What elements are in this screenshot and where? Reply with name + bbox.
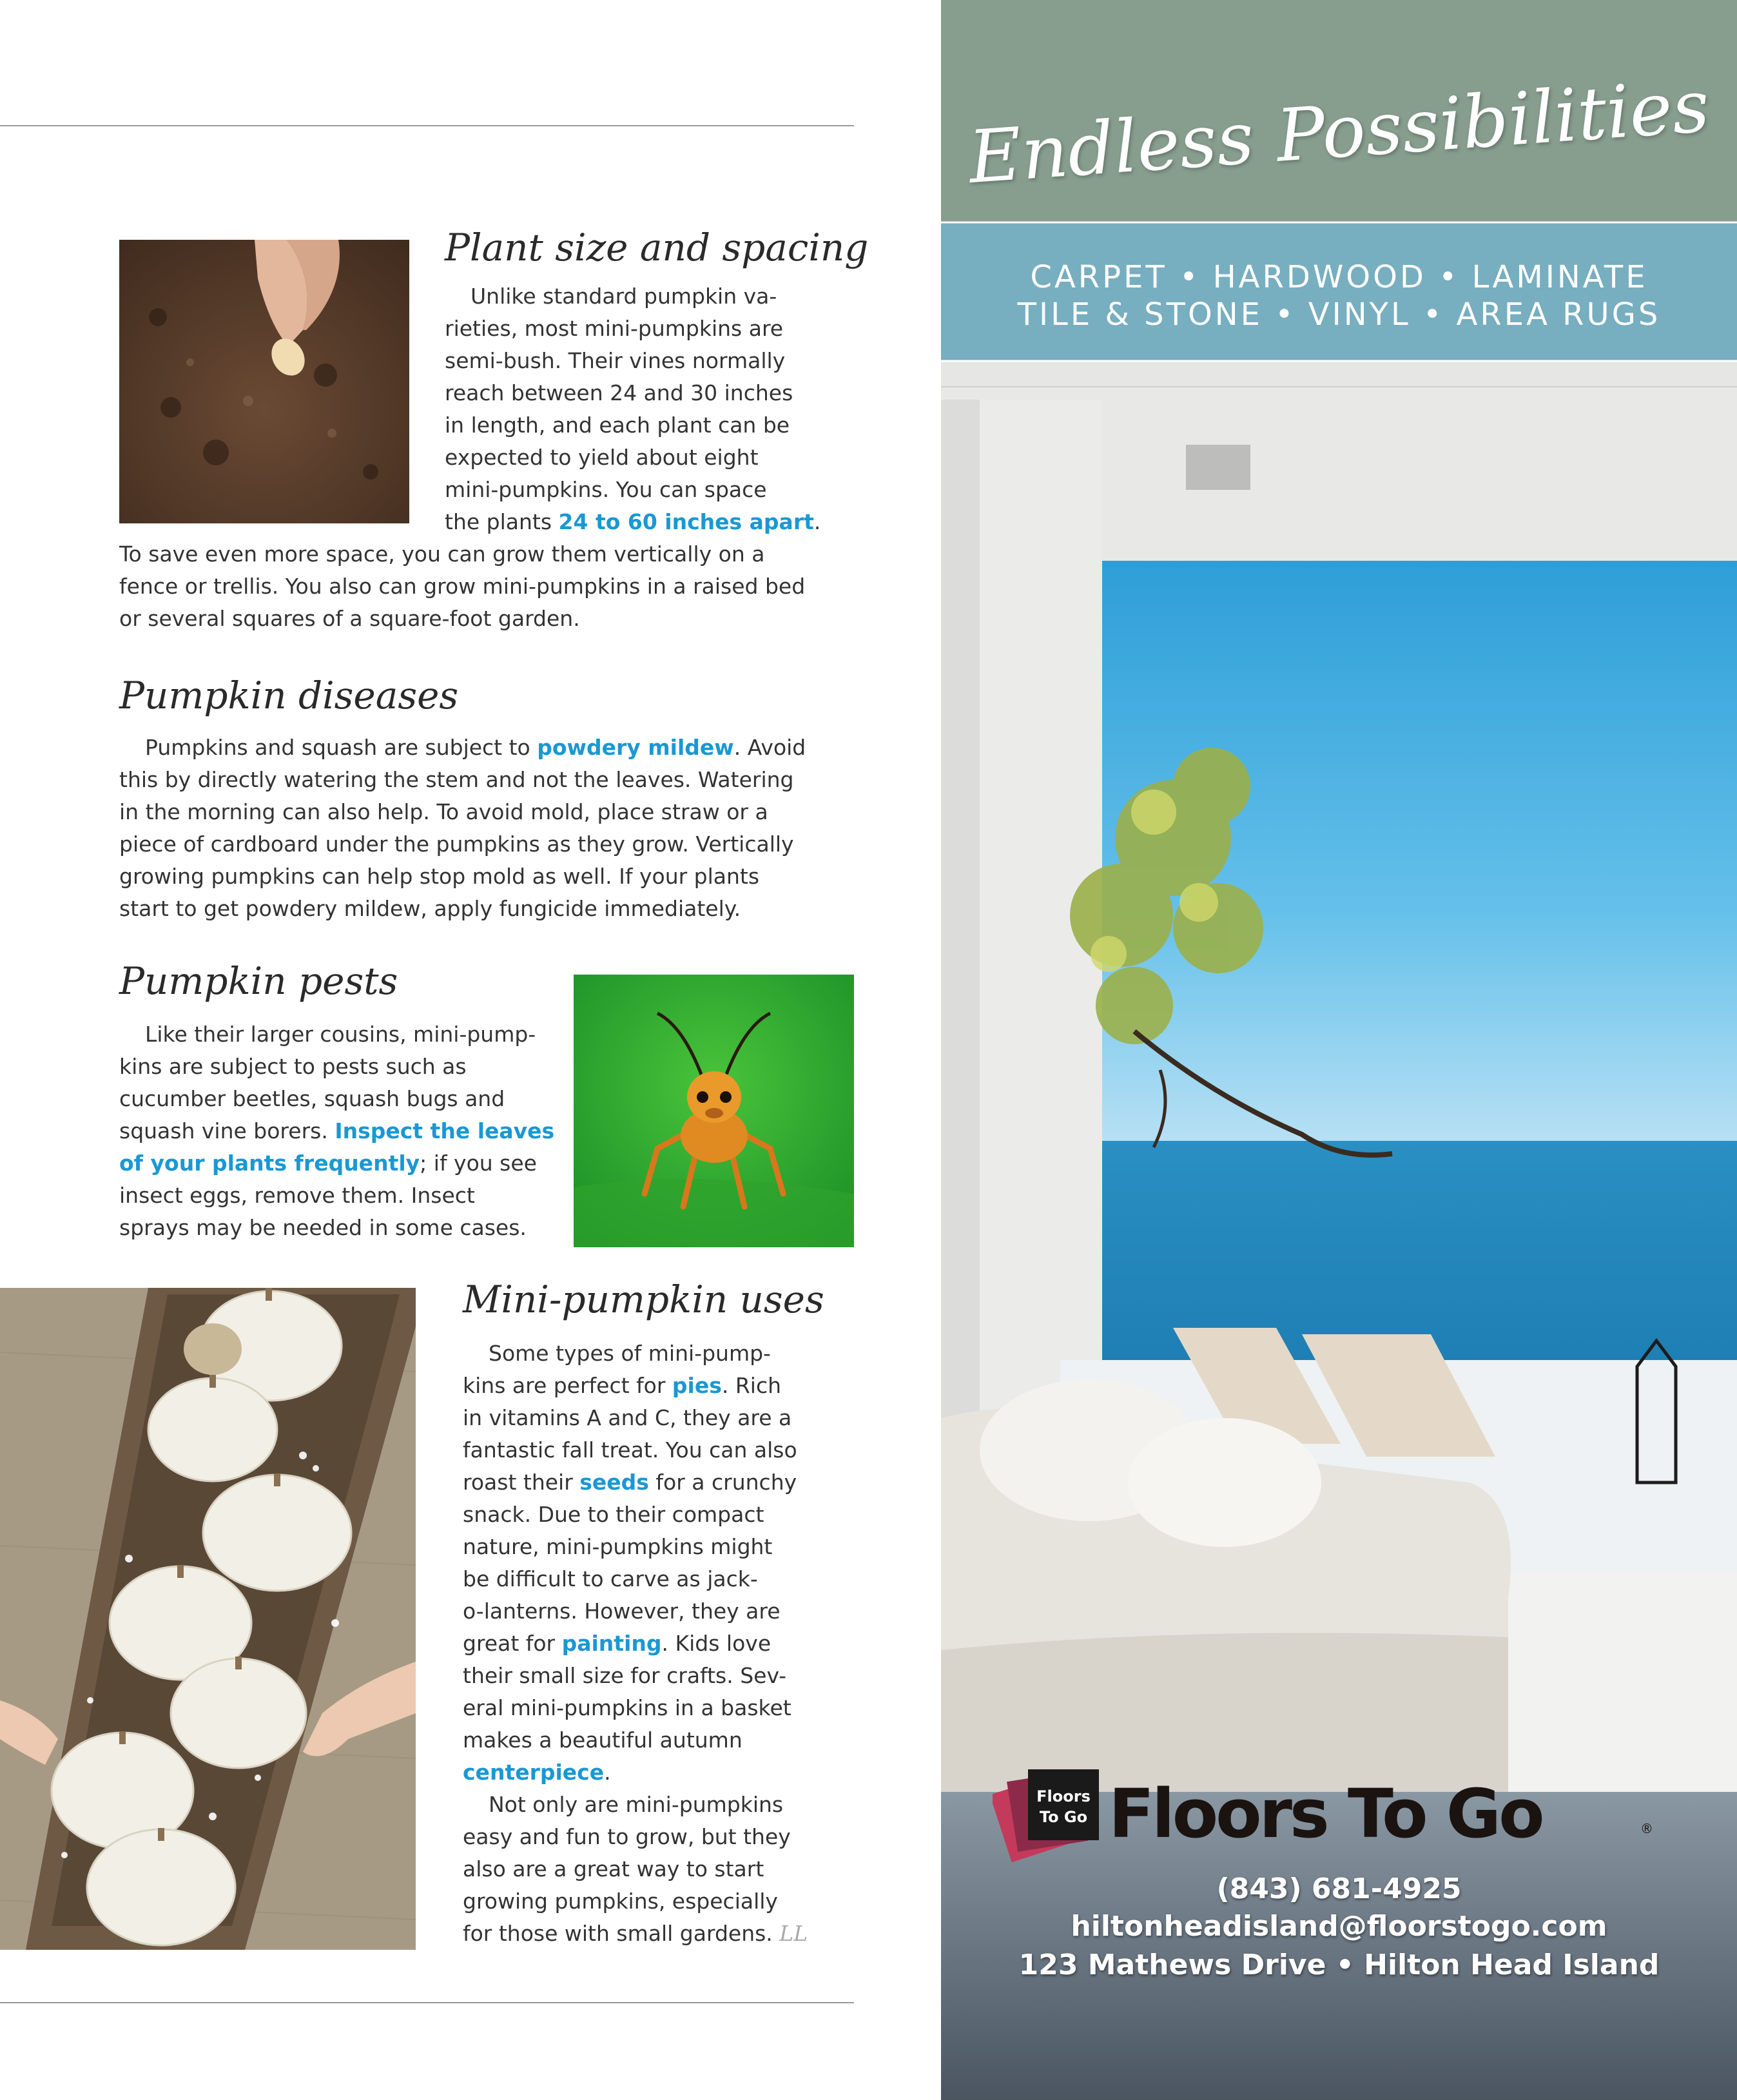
line-text: for a crunchy [648, 1470, 797, 1495]
line-text: easy and fun to grow, but they [463, 1824, 791, 1849]
line-text: in vitamins A and C, they are a [463, 1405, 792, 1430]
highlight-link[interactable]: of your plants frequently [119, 1151, 420, 1176]
section-heading: Pumpkin diseases [119, 674, 459, 717]
body-line [119, 1180, 554, 1212]
body-line [445, 409, 820, 442]
body-line [119, 570, 805, 603]
line-text: . Rich [721, 1373, 782, 1398]
line-text: their small size for crafts. Sev- [463, 1663, 786, 1688]
body-line [119, 1212, 554, 1244]
body-line [119, 1147, 554, 1180]
highlight-link[interactable]: powdery mildew [537, 735, 734, 760]
body-line [463, 1370, 808, 1402]
ad-products-line1: CARPET • HARDWOOD • LAMINATE [1030, 259, 1648, 295]
body-line [445, 313, 820, 345]
highlight-link[interactable]: seeds [579, 1470, 649, 1495]
highlight-link[interactable]: Inspect the leaves [335, 1118, 555, 1143]
section-heading: Pumpkin pests [119, 959, 398, 1003]
logo-badge-line1: Floors [1036, 1787, 1091, 1805]
line-text: fence or trellis. You also can grow mini-pumpkins in a raised bed [119, 574, 806, 599]
brand-name: Floors To Go [1109, 1774, 1542, 1853]
section-body [463, 1337, 808, 1950]
line-text: mini-pumpkins. You can space [445, 477, 767, 502]
body-line [119, 538, 805, 570]
line-text: fantastic fall treat. You can also [463, 1437, 797, 1463]
section-heading: Plant size and spacing [445, 226, 869, 269]
line-text: start to get powdery mildew, apply fungicide immediately. [119, 896, 741, 921]
section-body [445, 280, 820, 538]
body-line [119, 893, 806, 925]
bottom-rule [0, 2002, 854, 2003]
line-text: . Kids love [661, 1631, 771, 1656]
line-text: Unlike standard pumpkin va- [471, 284, 777, 309]
line-text: growing pumpkins can help stop mold as well. If your plants [119, 864, 760, 889]
floors-to-go-logo[interactable] [993, 1756, 1689, 1885]
body-line [445, 345, 820, 377]
line-text: nature, mini-pumpkins might [463, 1534, 773, 1559]
logo-badge-line2: To Go [1039, 1808, 1088, 1826]
line-text: roast their [463, 1470, 580, 1495]
section-body [119, 732, 806, 925]
line-text: also are a great way to start [463, 1856, 764, 1881]
line-text: eral mini-pumpkins in a basket [463, 1695, 791, 1720]
line-text: expected to yield about eight [445, 445, 759, 470]
body-line [445, 506, 820, 538]
body-line [463, 1660, 808, 1692]
white-pumpkins-photo [0, 1288, 416, 1950]
line-text: for those with small gardens. [463, 1921, 780, 1946]
body-line [119, 828, 806, 860]
line-text: Like their larger cousins, mini-pump- [145, 1022, 536, 1047]
highlight-link[interactable]: painting [561, 1631, 662, 1656]
ad-email[interactable]: hiltonheadisland@floorstogo.com [1071, 1910, 1607, 1943]
line-text: Some types of mini-pump- [489, 1341, 771, 1366]
beetle-photo [574, 975, 854, 1247]
body-line [463, 1821, 808, 1853]
body-line [463, 1853, 808, 1885]
highlight-link[interactable]: centerpiece [463, 1760, 605, 1785]
line-text: ; if you see [420, 1151, 537, 1176]
line-text: . Avoid [733, 735, 806, 760]
line-text: growing pumpkins, especially [463, 1889, 778, 1914]
body-line [463, 1756, 808, 1789]
line-text: be difficult to carve as jack- [463, 1566, 758, 1591]
body-line [119, 1083, 554, 1115]
line-text: piece of cardboard under the pumpkins as they grow. Vertically [119, 831, 794, 857]
line-text: makes a beautiful autumn [463, 1727, 742, 1753]
body-line [463, 1789, 808, 1821]
body-line [463, 1402, 808, 1434]
line-text: or several squares of a square-foot garden. [119, 606, 580, 631]
body-line [119, 796, 806, 828]
line-text: this by directly watering the stem and not the leaves. Watering [119, 767, 794, 792]
section-body [119, 1018, 554, 1244]
body-line [463, 1595, 808, 1628]
line-text: the plants [445, 509, 559, 534]
line-text: insect eggs, remove them. Insect [119, 1183, 475, 1208]
body-line [119, 603, 805, 635]
line-text: Not only are mini-pumpkins [489, 1792, 784, 1817]
body-line [463, 1563, 808, 1595]
end-mark: LL [779, 1921, 808, 1946]
line-text: . [813, 509, 821, 534]
highlight-link[interactable]: pies [672, 1373, 722, 1398]
body-line [463, 1692, 808, 1724]
section-body-wide [119, 538, 805, 635]
line-text: . [604, 1760, 611, 1785]
line-text: semi-bush. Their vines normally [445, 348, 786, 373]
line-text: kins are subject to pests such as [119, 1054, 467, 1079]
line-text: o-lanterns. However, they are [463, 1599, 781, 1624]
body-line [463, 1499, 808, 1531]
registered-mark: ® [1640, 1821, 1653, 1836]
body-line [445, 280, 820, 313]
body-line [445, 442, 820, 474]
ad-products-line2: TILE & STONE • VINYL • AREA RUGS [1017, 297, 1661, 333]
body-line [119, 764, 806, 796]
line-text: cucumber beetles, squash bugs and [119, 1086, 505, 1111]
ad-address: 123 Mathews Drive • Hilton Head Island [1018, 1949, 1660, 1981]
line-text: rieties, most mini-pumpkins are [445, 316, 784, 341]
ad-tagline: Endless Possibilities [966, 64, 1713, 200]
body-line [463, 1724, 808, 1756]
line-text: squash vine borers. [119, 1118, 335, 1143]
highlight-link[interactable]: 24 to 60 inches apart [558, 509, 814, 534]
body-line [463, 1466, 808, 1499]
body-line [119, 1018, 554, 1051]
line-text: reach between 24 and 30 inches [445, 380, 793, 405]
line-text: To save even more space, you can grow them vertically on a [119, 541, 765, 567]
line-text: snack. Due to their compact [463, 1502, 764, 1527]
body-line [119, 860, 806, 893]
body-line [463, 1885, 808, 1918]
floors-to-go-ad[interactable] [941, 0, 1737, 2100]
line-text: sprays may be needed in some cases. [119, 1215, 527, 1240]
body-line [445, 377, 820, 409]
body-line [119, 1051, 554, 1083]
line-text: in the morning can also help. To avoid mold, place straw or a [119, 799, 768, 824]
line-text: Pumpkins and squash are subject to [145, 735, 538, 760]
body-line [119, 732, 806, 764]
body-line [463, 1918, 808, 1950]
line-text: kins are perfect for [463, 1373, 672, 1398]
line-text: great for [463, 1631, 562, 1656]
body-line [463, 1337, 808, 1370]
body-line [119, 1115, 554, 1147]
top-rule [0, 125, 854, 126]
body-line [463, 1434, 808, 1466]
line-text: in length, and each plant can be [445, 413, 790, 438]
body-line [445, 474, 820, 506]
body-line [463, 1628, 808, 1660]
body-line [463, 1531, 808, 1563]
soil-seed-photo [119, 240, 409, 523]
ad-phone[interactable]: (843) 681-4925 [1216, 1872, 1462, 1905]
section-heading: Mini-pumpkin uses [463, 1278, 824, 1321]
